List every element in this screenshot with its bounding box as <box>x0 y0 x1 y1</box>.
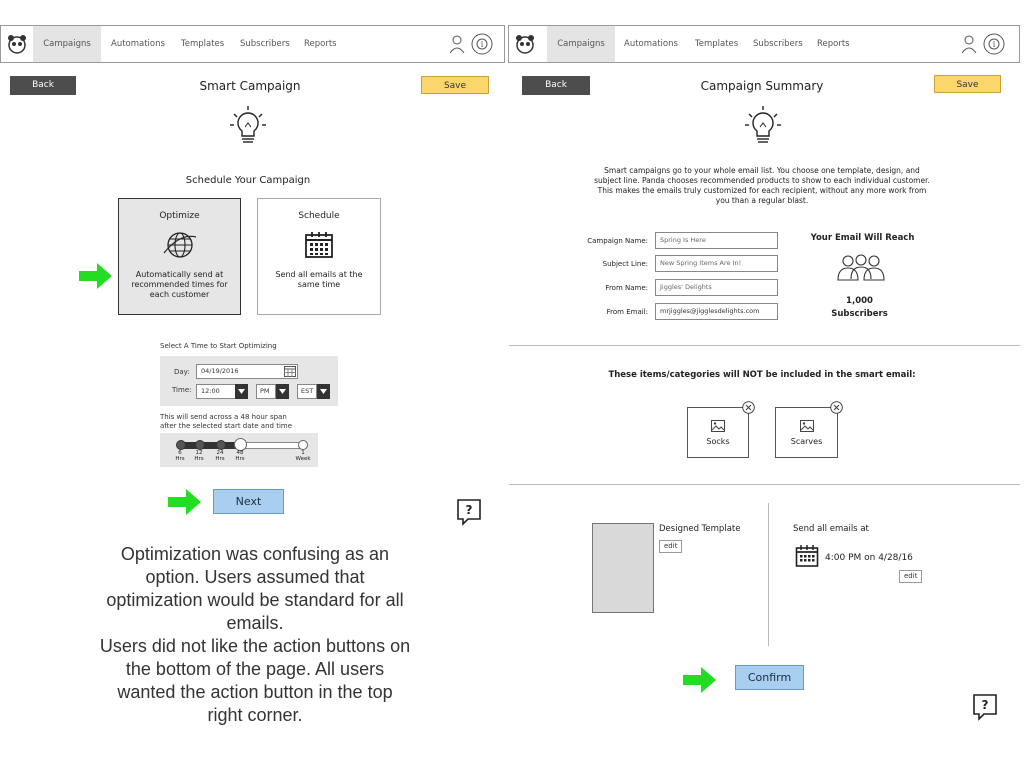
excluded-item-label: Socks <box>706 437 730 446</box>
image-placeholder-icon <box>711 420 725 432</box>
calendar-icon[interactable] <box>284 366 296 377</box>
excluded-item-label: Scarves <box>790 437 823 446</box>
day-label: Day: <box>174 368 190 376</box>
globe-icon <box>162 229 198 261</box>
slider-stop[interactable] <box>216 440 226 450</box>
subject-line-label: Subject Line: <box>602 260 648 268</box>
summary-description: Smart campaigns go to your whole email list. You choose one template, design, and subject line. Panda chooses recommended products to show to each individual customer. This makes the emails truly customized for each recipient, without any more work from you than a regular blast. <box>594 166 930 205</box>
slider-stop[interactable] <box>176 440 186 450</box>
svg-text:?: ? <box>465 503 473 517</box>
template-thumbnail[interactable] <box>592 523 654 613</box>
remove-icon[interactable] <box>742 401 755 414</box>
svg-text:i: i <box>480 40 484 49</box>
select-time-label: Select A Time to Start Optimizing <box>160 342 277 350</box>
from-name-label: From Name: <box>605 284 648 292</box>
optimize-title: Optimize <box>159 211 200 221</box>
timezone-dropdown-arrow[interactable] <box>317 384 330 399</box>
green-arrow-icon <box>683 666 717 694</box>
schedule-subtitle: Schedule Your Campaign <box>185 175 311 186</box>
back-button[interactable]: Back <box>10 76 76 95</box>
next-button[interactable]: Next <box>213 489 284 514</box>
green-arrow-icon <box>79 262 113 290</box>
page-title: Campaign Summary <box>700 79 824 93</box>
excluded-item-socks[interactable] <box>687 407 749 458</box>
ampm-dropdown-arrow[interactable] <box>276 384 289 399</box>
calendar-icon <box>795 544 819 568</box>
slider-tick-label: 48 Hrs <box>235 450 245 462</box>
save-button[interactable]: Save <box>934 75 1001 93</box>
edit-send-time-button[interactable]: edit <box>899 570 922 583</box>
right-nav-bar <box>508 25 1020 63</box>
save-button[interactable]: Save <box>421 76 489 94</box>
send-label: Send all emails at <box>793 524 869 534</box>
left-nav-bar <box>0 25 505 63</box>
green-arrow-icon <box>168 488 202 516</box>
usability-note: Optimization was confusing as an option. Users assumed that optimization would be standard for all emails. Users did not like the action buttons on the bottom of the page. All users wanted the action button in the top right corner. <box>99 544 411 725</box>
time-dropdown-arrow[interactable] <box>235 384 248 399</box>
slider-tick-label: 24 Hrs <box>215 450 225 462</box>
slider-tick-label: 1 Week <box>295 450 311 462</box>
reach-title: Your Email Will Reach <box>810 233 915 243</box>
timezone-select[interactable]: EST <box>297 384 317 399</box>
tab-subscribers[interactable]: Subscribers <box>753 39 803 49</box>
span-description-1: This will send across a 48 hour span <box>160 413 287 421</box>
edit-template-button[interactable]: edit <box>659 540 682 553</box>
schedule-option-card[interactable] <box>257 198 381 315</box>
lightbulb-icon <box>226 105 270 149</box>
tab-campaigns[interactable]: Campaigns <box>547 26 615 62</box>
chevron-down-icon <box>276 384 289 399</box>
ampm-select[interactable]: PM <box>256 384 276 399</box>
subject-line-field[interactable]: New Spring Items Are In! <box>655 255 778 272</box>
chevron-down-icon <box>317 384 330 399</box>
slider-tick-label: 6 Hrs <box>175 450 185 462</box>
from-name-field[interactable]: Jiggles' Delights <box>655 279 778 296</box>
slider-stop[interactable] <box>298 440 308 450</box>
tab-automations[interactable]: Automations <box>624 39 678 49</box>
send-time: 4:00 PM on 4/28/16 <box>825 553 913 563</box>
tab-automations[interactable]: Automations <box>111 39 165 49</box>
divider <box>509 484 1020 485</box>
remove-icon[interactable] <box>830 401 843 414</box>
optimize-description: Automatically send at recommended times for each customer <box>131 270 228 299</box>
divider <box>509 345 1020 346</box>
info-icon[interactable] <box>983 33 1005 55</box>
users-group-icon <box>836 252 886 284</box>
span-slider-panel <box>160 433 318 467</box>
template-label: Designed Template <box>659 524 741 534</box>
from-email-label: From Email: <box>606 308 648 316</box>
page-title: Smart Campaign <box>199 79 301 93</box>
day-input[interactable]: 04/19/2016 <box>196 364 298 379</box>
reach-count: 1,000 <box>846 296 873 306</box>
user-icon[interactable] <box>449 34 465 54</box>
svg-text:?: ? <box>981 698 989 712</box>
tab-templates[interactable]: Templates <box>181 39 225 49</box>
help-icon[interactable] <box>456 498 482 526</box>
tab-campaigns[interactable]: Campaigns <box>33 26 101 62</box>
tab-templates[interactable]: Templates <box>695 39 739 49</box>
optimize-option-card[interactable] <box>118 198 241 315</box>
help-icon[interactable] <box>972 693 998 721</box>
campaign-name-label: Campaign Name: <box>587 237 648 245</box>
tab-subscribers[interactable]: Subscribers <box>240 39 290 49</box>
time-label: Time: <box>172 386 192 394</box>
excluded-title: These items/categories will NOT be included in the smart email: <box>608 370 916 380</box>
info-icon[interactable] <box>471 33 493 55</box>
confirm-button[interactable]: Confirm <box>735 665 804 690</box>
campaign-name-field[interactable]: Spring Is Here <box>655 232 778 249</box>
reach-unit: Subscribers <box>831 309 888 319</box>
svg-text:i: i <box>992 40 996 49</box>
from-email-field[interactable]: mrjiggles@jigglesdelights.com <box>655 303 778 320</box>
vertical-divider <box>768 503 769 646</box>
tab-reports[interactable]: Reports <box>817 39 850 49</box>
chevron-down-icon <box>235 384 248 399</box>
slider-tick-label: 12 Hrs <box>194 450 204 462</box>
slider-track-filled <box>178 442 240 449</box>
panda-logo-icon <box>513 32 537 56</box>
lightbulb-icon <box>741 105 785 149</box>
time-picker-panel <box>160 356 338 406</box>
image-placeholder-icon <box>800 420 814 432</box>
calendar-icon <box>303 229 335 261</box>
excluded-item-scarves[interactable] <box>775 407 838 458</box>
panda-logo-icon <box>5 32 29 56</box>
schedule-description: Send all emails at the same time <box>275 270 363 289</box>
schedule-title: Schedule <box>298 211 340 221</box>
slider-stop[interactable] <box>195 440 205 450</box>
span-description-2: after the selected start date and time <box>160 422 293 430</box>
user-icon[interactable] <box>961 34 977 54</box>
back-button[interactable]: Back <box>522 76 590 95</box>
tab-reports[interactable]: Reports <box>304 39 337 49</box>
time-input[interactable]: 12:00 <box>196 384 236 399</box>
